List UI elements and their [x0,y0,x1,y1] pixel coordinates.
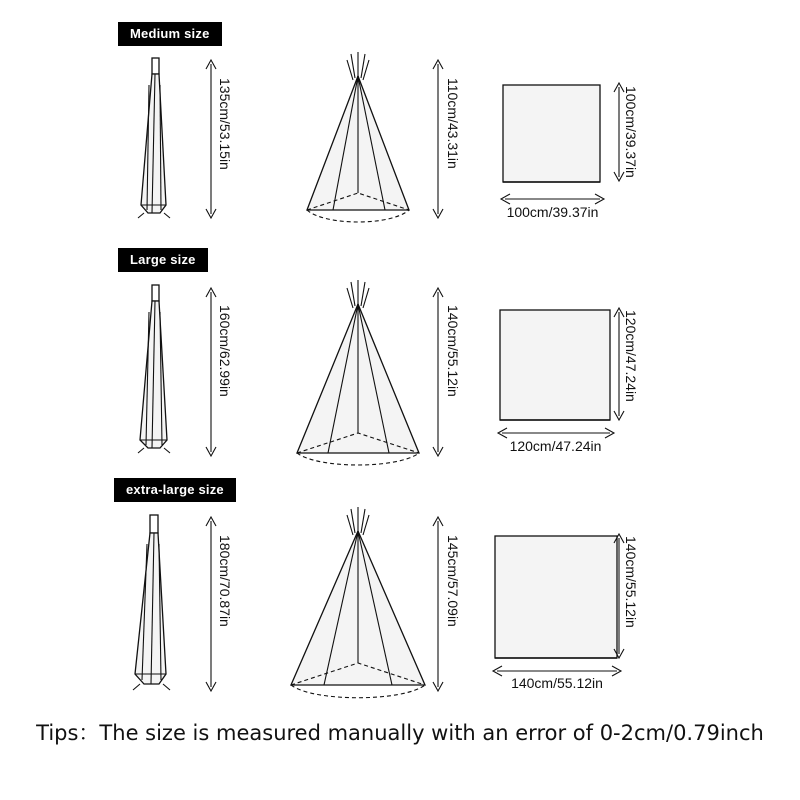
closed-height-label-medium: 135cm/53.15in [217,78,233,170]
tips-note: Tips：The size is measured manually with an error of 0-2cm/0.79inch [36,721,764,745]
mat-width-label-large: 120cm/47.24in [509,438,602,454]
size-badge-extra-large: extra-large size [114,478,236,502]
open-teepee-medium [295,50,425,220]
size-row-extra-large [0,460,800,690]
open-teepee-large [288,278,433,460]
open-height-label-large: 140cm/55.12in [445,305,461,397]
mat-large [497,307,619,435]
dimension-line-open-medium [430,58,446,220]
mat-extra-large [492,533,626,675]
closed-height-label-large: 160cm/62.99in [217,305,233,397]
open-height-label-medium: 110cm/43.31in [445,78,461,169]
dimension-line-open-extra-large [430,515,446,693]
dimension-line-open-large [430,286,446,458]
mat-side-label-large: 120cm/47.24in [623,310,639,402]
open-height-label-extra-large: 145cm/57.09in [445,535,461,627]
size-badge-medium: Medium size [118,22,222,46]
size-row-large [0,230,800,460]
mat-width-label-medium: 100cm/39.37in [506,204,599,220]
mat-width-label-extra-large: 140cm/55.12in [511,675,603,691]
size-badge-large: Large size [118,248,208,272]
closed-height-label-extra-large: 180cm/70.87in [217,535,233,627]
mat-medium [500,82,610,194]
mat-side-label-extra-large: 140cm/55.12in [623,536,639,628]
mat-side-label-medium: 100cm/39.37in [623,86,639,178]
open-teepee-extra-large [285,505,437,695]
size-row-medium [0,0,800,230]
